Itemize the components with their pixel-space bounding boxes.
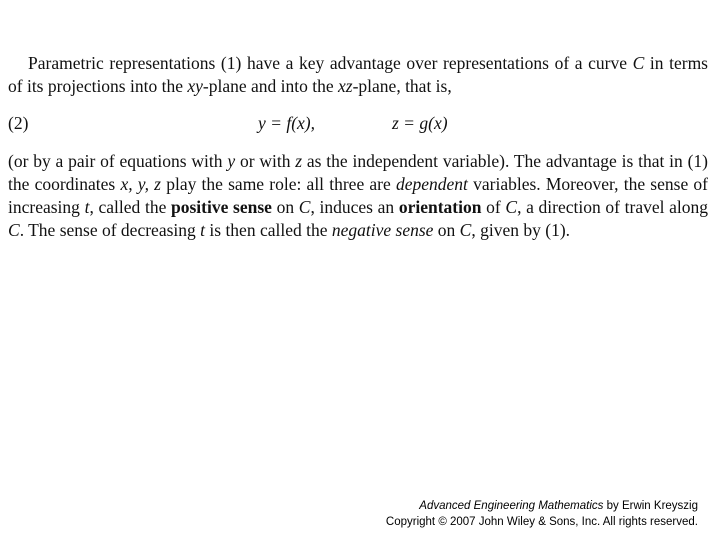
- text-span: Parametric representations (1) have a key advantage over representations of a curve: [28, 53, 633, 73]
- book-credit: [386, 498, 698, 514]
- paragraph-parametric-advantage: [8, 52, 708, 98]
- equation-z: z = g(x): [392, 113, 448, 133]
- variable-z: z: [295, 151, 303, 171]
- term-positive-sense: positive sense: [171, 197, 272, 217]
- equation-2: [8, 112, 708, 135]
- text-span: on: [433, 220, 460, 240]
- textbook-excerpt: [8, 52, 708, 242]
- equation-y: y = f(x),: [258, 113, 315, 133]
- paragraph-orientation: [8, 150, 708, 242]
- text-span: , given by (1).: [471, 220, 571, 240]
- text-span: in terms of its projections into the: [8, 53, 708, 96]
- text-span: on: [271, 197, 299, 217]
- term-dependent: dependent: [395, 174, 468, 194]
- text-span: , induces an: [310, 197, 399, 217]
- term-orientation: orientation: [398, 197, 482, 217]
- copyright-footer: [386, 498, 698, 530]
- text-span: or with: [235, 151, 296, 171]
- curve-symbol: C: [505, 197, 518, 217]
- coordinates-xyz: x, y, z: [120, 174, 161, 194]
- curve-symbol: C: [632, 53, 645, 73]
- curve-symbol: C: [298, 197, 311, 217]
- book-title: Advanced Engineering Mathematics: [419, 500, 604, 512]
- curve-symbol: C: [8, 220, 20, 240]
- curve-symbol: C: [459, 220, 472, 240]
- plane-symbol-xy: xy: [187, 76, 203, 96]
- variable-y: y: [227, 151, 236, 171]
- author-credit: by Erwin Kreyszig: [603, 500, 698, 512]
- variable-t: t: [200, 220, 206, 240]
- text-span: . The sense of decreasing: [19, 220, 201, 240]
- equation-number: (2): [8, 113, 29, 133]
- text-span: -plane, that is,: [352, 76, 452, 96]
- text-span: of: [481, 197, 506, 217]
- text-span: -plane and into the: [202, 76, 339, 96]
- text-span: variables. Moreover, the sense of increasing: [8, 174, 708, 217]
- plane-symbol-xz: xz: [338, 76, 353, 96]
- term-negative-sense: negative sense: [331, 220, 434, 240]
- text-span: as the independent variable). The advantage is that in (1) the coordinates: [8, 151, 709, 194]
- text-span: , a direction of travel along: [517, 197, 709, 217]
- text-span: (or by a pair of equations with: [8, 151, 228, 171]
- variable-t: t: [84, 197, 90, 217]
- text-span: is then called the: [205, 220, 332, 240]
- text-span: , called the: [89, 197, 171, 217]
- text-span: play the same role: all three are: [161, 174, 396, 194]
- copyright-notice: Copyright © 2007 John Wiley & Sons, Inc. All rights reserved.: [385, 516, 698, 528]
